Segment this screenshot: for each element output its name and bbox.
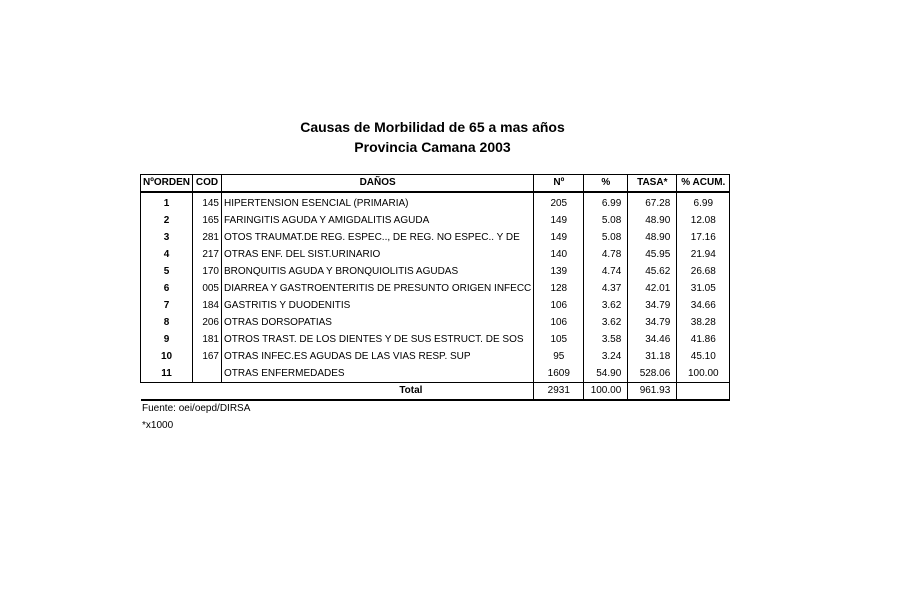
cell-pct: 4.74 bbox=[584, 263, 628, 280]
table-row bbox=[141, 297, 730, 314]
cell-pct: 54.90 bbox=[584, 365, 628, 383]
table-row bbox=[141, 280, 730, 297]
cell-cod: 145 bbox=[193, 192, 222, 212]
total-tasa: 961.93 bbox=[628, 383, 677, 401]
cell-dano: BRONQUITIS AGUDA Y BRONQUIOLITIS AGUDAS bbox=[222, 263, 534, 280]
cell-orden: 9 bbox=[141, 331, 193, 348]
cell-orden: 10 bbox=[141, 348, 193, 365]
table-row bbox=[141, 246, 730, 263]
cell-tasa: 45.95 bbox=[628, 246, 677, 263]
cell-cod: 170 bbox=[193, 263, 222, 280]
cell-dano: OTRAS ENFERMEDADES bbox=[222, 365, 534, 383]
cell-dano: OTRAS INFEC.ES AGUDAS DE LAS VIAS RESP. SUP bbox=[222, 348, 534, 365]
cell-n: 140 bbox=[534, 246, 584, 263]
cell-dano: HIPERTENSION ESENCIAL (PRIMARIA) bbox=[222, 192, 534, 212]
total-label: Total bbox=[141, 383, 534, 401]
total-pct: 100.00 bbox=[584, 383, 628, 401]
cell-acum: 41.86 bbox=[677, 331, 730, 348]
cell-n: 105 bbox=[534, 331, 584, 348]
cell-tasa: 528.06 bbox=[628, 365, 677, 383]
total-row bbox=[141, 383, 730, 401]
cell-dano: GASTRITIS Y DUODENITIS bbox=[222, 297, 534, 314]
cell-dano: OTRAS ENF. DEL SIST.URINARIO bbox=[222, 246, 534, 263]
cell-dano: FARINGITIS AGUDA Y AMIGDALITIS AGUDA bbox=[222, 212, 534, 229]
cell-tasa: 34.46 bbox=[628, 331, 677, 348]
cell-pct: 3.24 bbox=[584, 348, 628, 365]
cell-tasa: 42.01 bbox=[628, 280, 677, 297]
table-row bbox=[141, 229, 730, 246]
cell-pct: 3.62 bbox=[584, 314, 628, 331]
header-tasa: TASA* bbox=[628, 175, 677, 193]
table-row bbox=[141, 365, 730, 383]
total-acum bbox=[677, 383, 730, 401]
source-note: Fuente: oei/oepd/DIRSA bbox=[142, 403, 251, 414]
cell-orden: 8 bbox=[141, 314, 193, 331]
cell-acum: 31.05 bbox=[677, 280, 730, 297]
cell-acum: 17.16 bbox=[677, 229, 730, 246]
cell-acum: 45.10 bbox=[677, 348, 730, 365]
cell-tasa: 45.62 bbox=[628, 263, 677, 280]
header-n: Nº bbox=[534, 175, 584, 193]
header-orden: NºORDEN bbox=[141, 175, 193, 193]
cell-orden: 3 bbox=[141, 229, 193, 246]
morbidity-table bbox=[140, 174, 730, 401]
table-row bbox=[141, 263, 730, 280]
cell-dano: DIARREA Y GASTROENTERITIS DE PRESUNTO ORIGEN INFECC bbox=[222, 280, 534, 297]
cell-n: 139 bbox=[534, 263, 584, 280]
cell-acum: 6.99 bbox=[677, 192, 730, 212]
cell-dano: OTRAS DORSOPATIAS bbox=[222, 314, 534, 331]
cell-orden: 7 bbox=[141, 297, 193, 314]
cell-acum: 21.94 bbox=[677, 246, 730, 263]
cell-pct: 4.37 bbox=[584, 280, 628, 297]
cell-n: 205 bbox=[534, 192, 584, 212]
table-row bbox=[141, 192, 730, 212]
cell-orden: 6 bbox=[141, 280, 193, 297]
cell-tasa: 67.28 bbox=[628, 192, 677, 212]
cell-orden: 1 bbox=[141, 192, 193, 212]
cell-cod: 206 bbox=[193, 314, 222, 331]
cell-n: 128 bbox=[534, 280, 584, 297]
cell-n: 106 bbox=[534, 314, 584, 331]
cell-acum: 100.00 bbox=[677, 365, 730, 383]
cell-dano: OTROS TRAST. DE LOS DIENTES Y DE SUS ESTRUCT. DE SOS bbox=[222, 331, 534, 348]
cell-cod: 167 bbox=[193, 348, 222, 365]
cell-cod bbox=[193, 365, 222, 383]
table-row bbox=[141, 314, 730, 331]
cell-orden: 2 bbox=[141, 212, 193, 229]
cell-n: 149 bbox=[534, 229, 584, 246]
cell-cod: 217 bbox=[193, 246, 222, 263]
cell-tasa: 31.18 bbox=[628, 348, 677, 365]
cell-pct: 4.78 bbox=[584, 246, 628, 263]
cell-tasa: 48.90 bbox=[628, 229, 677, 246]
cell-n: 1609 bbox=[534, 365, 584, 383]
cell-orden: 5 bbox=[141, 263, 193, 280]
cell-n: 95 bbox=[534, 348, 584, 365]
cell-orden: 11 bbox=[141, 365, 193, 383]
cell-n: 106 bbox=[534, 297, 584, 314]
cell-cod: 184 bbox=[193, 297, 222, 314]
total-n: 2931 bbox=[534, 383, 584, 401]
cell-n: 149 bbox=[534, 212, 584, 229]
cell-acum: 34.66 bbox=[677, 297, 730, 314]
cell-acum: 26.68 bbox=[677, 263, 730, 280]
rate-note: *x1000 bbox=[142, 420, 174, 431]
cell-tasa: 48.90 bbox=[628, 212, 677, 229]
cell-cod: 281 bbox=[193, 229, 222, 246]
document-title: Causas de Morbilidad de 65 a mas años bbox=[300, 119, 565, 135]
table-row bbox=[141, 212, 730, 229]
cell-dano: OTOS TRAUMAT.DE REG. ESPEC.., DE REG. NO ESPEC.. Y DE bbox=[222, 229, 534, 246]
header-acum: % ACUM. bbox=[677, 175, 730, 193]
table-row bbox=[141, 331, 730, 348]
table-header-row bbox=[141, 175, 730, 193]
cell-pct: 3.58 bbox=[584, 331, 628, 348]
cell-cod: 005 bbox=[193, 280, 222, 297]
document-subtitle: Provincia Camana 2003 bbox=[354, 139, 511, 155]
cell-tasa: 34.79 bbox=[628, 314, 677, 331]
cell-acum: 12.08 bbox=[677, 212, 730, 229]
cell-pct: 5.08 bbox=[584, 212, 628, 229]
cell-pct: 5.08 bbox=[584, 229, 628, 246]
header-danos: DAÑOS bbox=[222, 175, 534, 193]
cell-orden: 4 bbox=[141, 246, 193, 263]
table-row bbox=[141, 348, 730, 365]
header-pct: % bbox=[584, 175, 628, 193]
cell-cod: 165 bbox=[193, 212, 222, 229]
cell-pct: 6.99 bbox=[584, 192, 628, 212]
cell-cod: 181 bbox=[193, 331, 222, 348]
cell-pct: 3.62 bbox=[584, 297, 628, 314]
header-cod: COD bbox=[193, 175, 222, 193]
cell-acum: 38.28 bbox=[677, 314, 730, 331]
cell-tasa: 34.79 bbox=[628, 297, 677, 314]
